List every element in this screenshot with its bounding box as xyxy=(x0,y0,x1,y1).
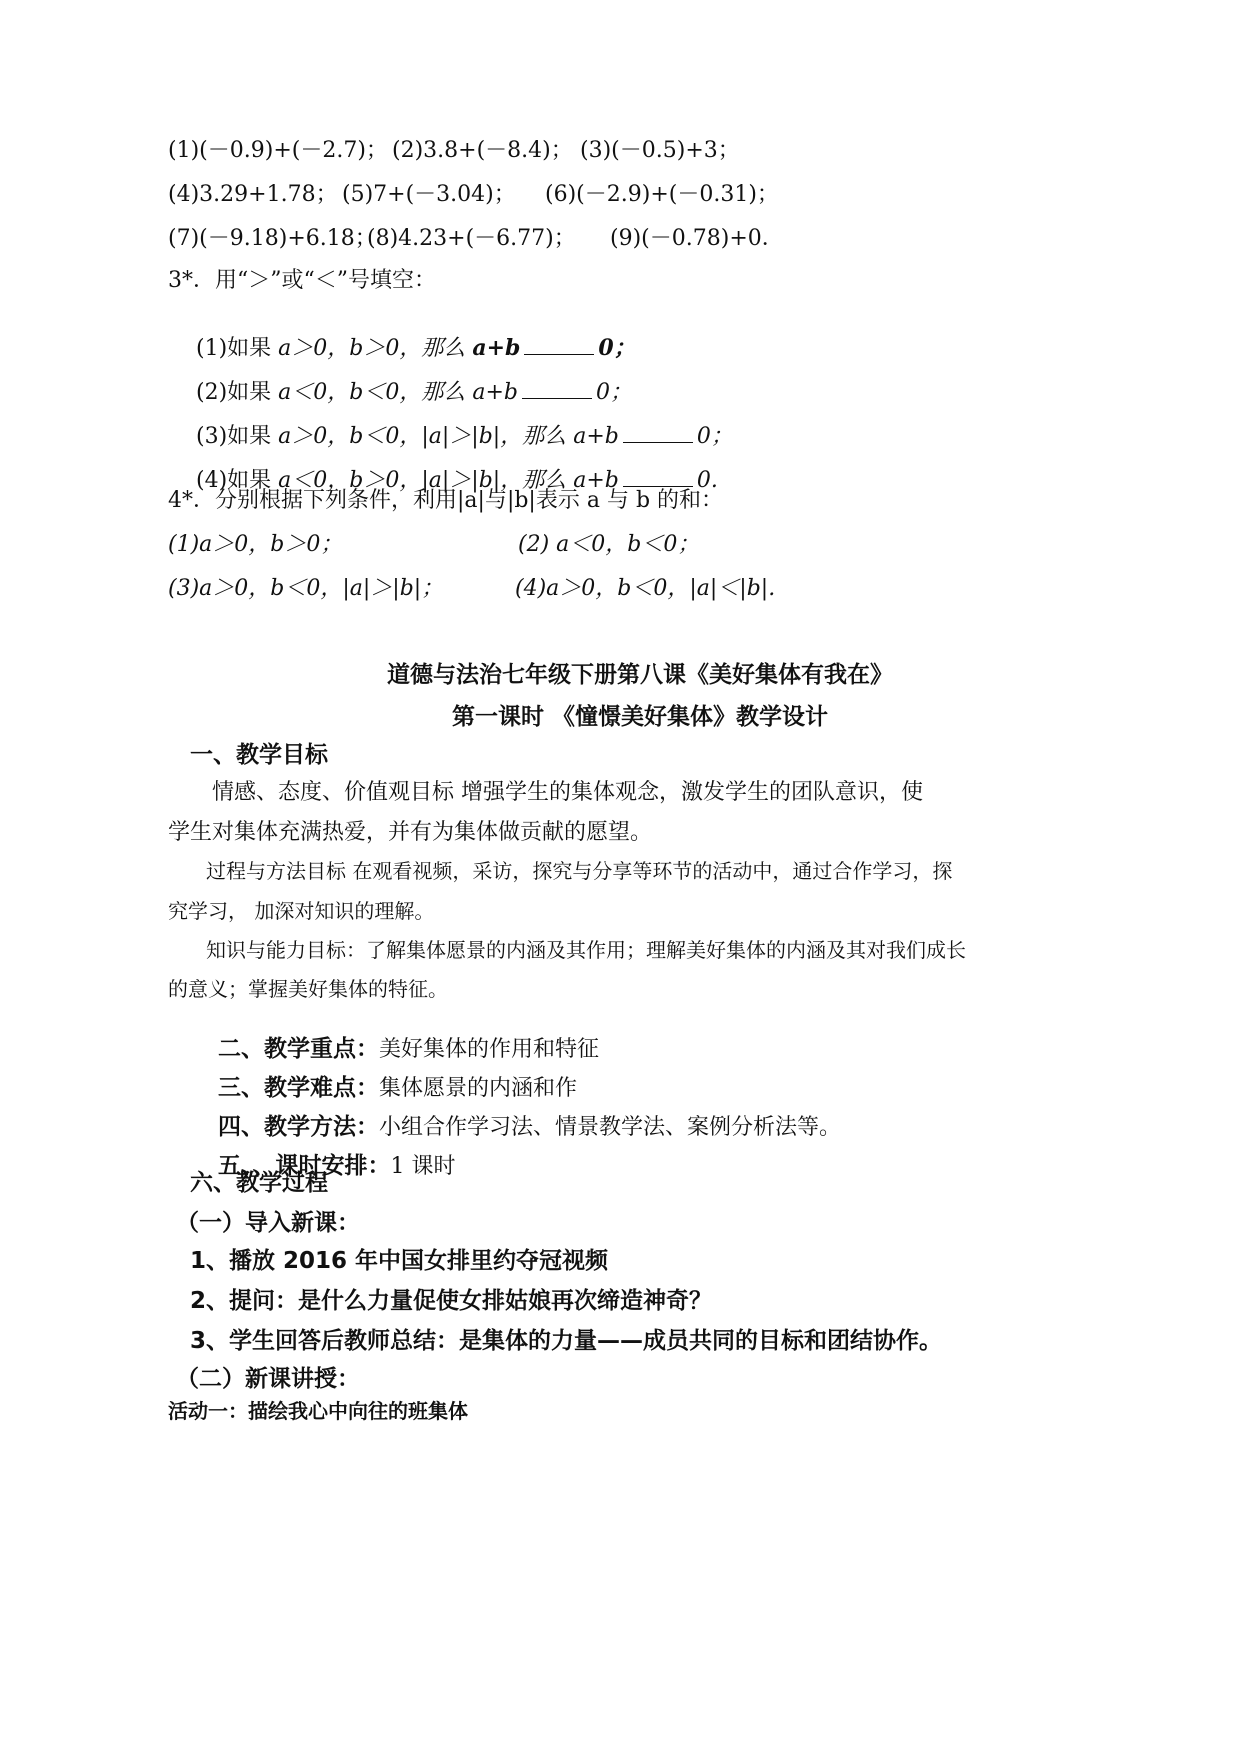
item-prefix: (1)如果 xyxy=(195,336,279,361)
exercise-2-item-7: (7)(－9.18)+6.18； xyxy=(168,226,377,251)
subsection-teaching-heading: （二）新课讲授： xyxy=(176,1366,360,1392)
exercise-2-item-8: (8)4.23+(－6.77)； xyxy=(367,226,576,251)
exercise-4-condition-4: (4)a＞0，b＜0，|a|＜|b|. xyxy=(515,576,776,601)
exercise-4-title: 4*．分别根据下列条件，利用|a|与|b|表示 a 与 b 的和： xyxy=(168,488,724,513)
objective-3-line-1: 知识与能力目标：了解集体愿景的内涵及其作用；理解美好集体的内涵及其对我们成长 xyxy=(206,938,966,962)
schedule-text: 1 课时 xyxy=(390,1154,456,1179)
item-suffix: 0； xyxy=(595,380,632,405)
item-suffix: 0； xyxy=(598,335,636,361)
exercise-2-item-2: (2)3.8+(－8.4)； xyxy=(392,138,573,163)
exercise-3-title: 3*．用“＞”或“＜”号填空： xyxy=(168,268,436,293)
objective-1-line-1: 情感、态度、价值观目标 增强学生的集体观念，激发学生的团队意识，使 xyxy=(212,780,923,805)
item-condition: a＞0，b＞0，那么 xyxy=(278,336,473,361)
schedule-label: 五、、课时安排： xyxy=(217,1153,391,1179)
answer-blank[interactable] xyxy=(522,380,592,399)
key-points-text: 美好集体的作用和特征 xyxy=(378,1037,599,1062)
answer-blank[interactable] xyxy=(524,336,594,355)
exercise-2-item-6: (6)(－2.9)+(－0.31)； xyxy=(545,182,779,207)
subsection-intro-heading: （一）导入新课： xyxy=(176,1210,360,1236)
intro-step-1: 1、播放 2016 年中国女排里约夺冠视频 xyxy=(190,1248,609,1274)
exercise-2-item-9: (9)(－0.78)+0． xyxy=(610,226,784,251)
exercise-4-condition-2: (2) a＜0，b＜0； xyxy=(518,532,700,557)
item-condition: a＞0，b＜0，|a|＞|b|，那么 xyxy=(278,424,574,449)
objective-2-line-2: 究学习， 加深对知识的理解。 xyxy=(168,899,435,923)
lesson-title: 道德与法治七年级下册第八课《美好集体有我在》 xyxy=(387,662,893,688)
difficulties-label: 三、教学难点： xyxy=(217,1075,379,1101)
key-points-label: 二、教学重点： xyxy=(217,1036,379,1062)
answer-blank[interactable] xyxy=(623,468,693,487)
activity-1-heading: 活动一：描绘我心中向往的班集体 xyxy=(168,1399,468,1423)
methods-text: 小组合作学习法、情景教学法、案例分析法等。 xyxy=(378,1115,841,1140)
item-condition: a＜0，b＜0，那么 xyxy=(278,380,473,405)
exercise-2-item-4: (4)3.29+1.78； xyxy=(168,182,338,207)
exercise-2-item-3: (3)(－0.5)+3； xyxy=(580,138,740,163)
objective-2-line-1: 过程与方法目标 在观看视频，采访，探究与分享等环节的活动中，通过合作学习，探 xyxy=(206,859,953,883)
exercise-2-item-5: (5)7+(－3.04)； xyxy=(342,182,516,207)
item-suffix: 0. xyxy=(696,468,718,493)
objective-1-line-2: 学生对集体充满热爱，并有为集体做贡献的愿望。 xyxy=(168,820,653,845)
item-expression: a+b xyxy=(573,468,619,493)
exercise-4-condition-1: (1)a＞0，b＞0； xyxy=(168,532,343,557)
answer-blank[interactable] xyxy=(623,424,693,443)
section-objectives-heading: 一、教学目标 xyxy=(190,742,328,768)
item-expression: a+b xyxy=(573,424,619,449)
lesson-subtitle: 第一课时 《憧憬美好集体》教学设计 xyxy=(452,704,829,730)
item-expression: a+b xyxy=(472,380,518,405)
item-expression: a+b xyxy=(472,335,521,361)
section-process-heading: 六、教学过程 xyxy=(190,1170,328,1196)
objective-3-line-2: 的意义；掌握美好集体的特征。 xyxy=(168,977,448,1001)
exercise-2-item-1: (1)(－0.9)+(－2.7)； xyxy=(168,138,388,163)
intro-step-2: 2、提问：是什么力量促使女排姑娘再次缔造神奇？ xyxy=(190,1288,713,1314)
intro-step-3: 3、学生回答后教师总结：是集体的力量——成员共同的目标和团结协作。 xyxy=(190,1328,943,1354)
methods-label: 四、教学方法： xyxy=(217,1114,379,1140)
item-condition: a＜0，b＞0，|a|＞|b|，那么 xyxy=(278,468,574,493)
exercise-4-condition-3: (3)a＞0，b＜0，|a|＞|b|； xyxy=(168,576,444,601)
item-prefix: (4)如果 xyxy=(195,468,279,493)
item-prefix: (2)如果 xyxy=(195,380,279,405)
difficulties-text: 集体愿景的内涵和作 xyxy=(378,1076,577,1101)
item-suffix: 0； xyxy=(696,424,733,449)
item-prefix: (3)如果 xyxy=(195,424,279,449)
